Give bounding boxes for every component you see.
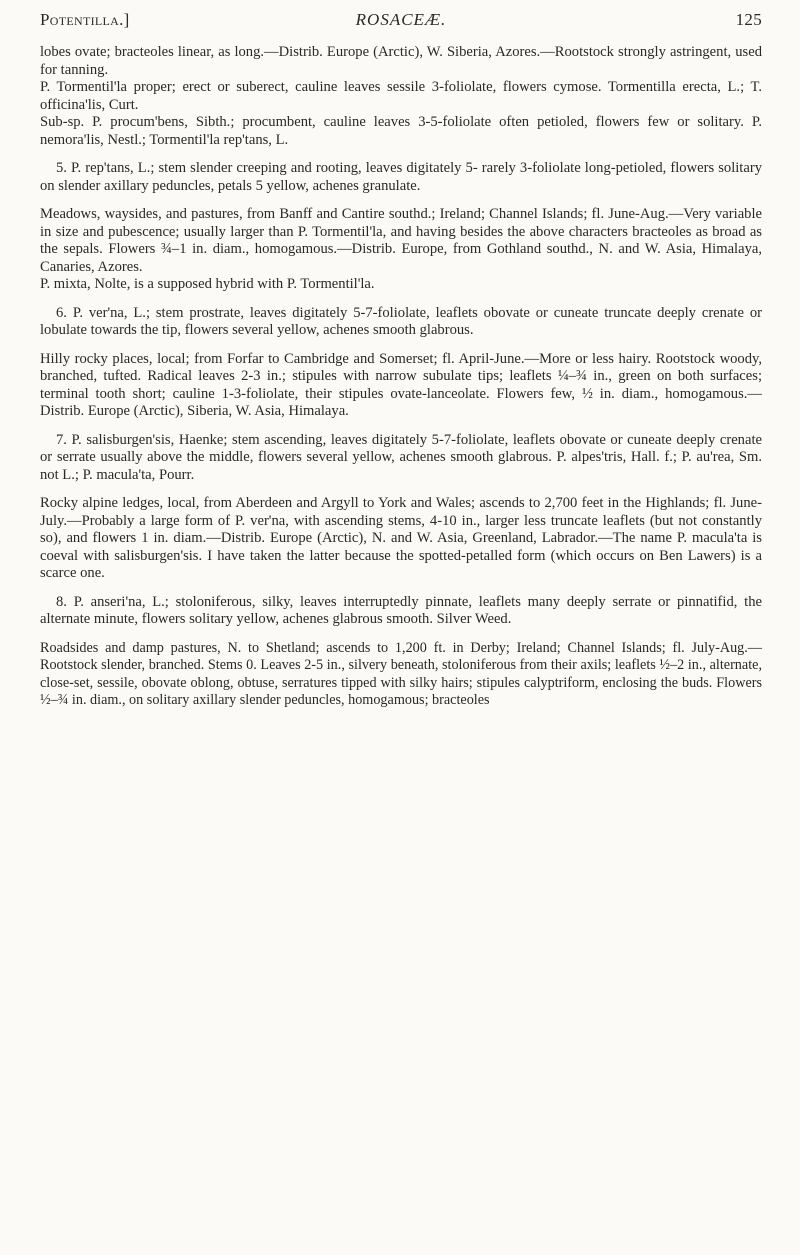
paragraph: Meadows, waysides, and pastures, from Banff and Cantire southd.; Ireland; Channel Islands; fl. June-Aug.—Very variable in size and pubescence; usually larger than P. Tormentil'la, and having besides the above characters bracteoles as broad as the sepals. Flowers ¾–1 in. diam., homogamous.—Distrib. Europe, from Gothland southd., N. and W. Asia, Himalaya, Canaries, Azores. [40, 206, 762, 275]
paragraph: P. mixta, Nolte, is a supposed hybrid with P. Tormentil'la. [40, 276, 375, 292]
paragraph: Roadsides and damp pastures, N. to Shetland; ascends to 1,200 ft. in Derby; Ireland; Channel Islands; fl. July-Aug.—Rootstock slender, branched. Stems 0. Leaves 2-5 in., silvery beneath, stoloniferous from their axils; leaflets ½–2 in., alternate, close-set, sessile, obovate oblong, obtuse, serratures tipped with silky hairs; stipules calyptriform, enclosing the buds. Flowers ½–¾ in. diam., on solitary axillary slender peduncles, homogamous; bracteoles [40, 639, 762, 708]
paragraph: 5. P. rep'tans, L.; stem slender creeping and rooting, leaves digitately 5- rarely 3-foliolate long-petioled, flowers solitary on slender axillary peduncles, petals 5 yellow, achenes granulate. [40, 160, 762, 194]
body-text [40, 44, 762, 710]
paragraph: 6. P. ver'na, L.; stem prostrate, leaves digitately 5-7-foliolate, leaflets obovate or cuneate truncate deeply crenate or lobulate towards the tip, flowers several yellow, achenes smooth glabrous. [40, 304, 762, 338]
paragraph: Rocky alpine ledges, local, from Aberdeen and Argyll to York and Wales; ascends to 2,700 feet in the Highlands; fl. June-July.—Probably a large form of P. ver'na, with ascending stems, 4-10 in., larger less truncate leaflets (but not constantly so), and flowers 1 in. diam.—Distrib. Europe (Arctic), N. and W. Asia, Greenland, Labrador.—The name P. macula'ta is coeval with salisburgen'sis. I have taken the latter because the spotted-petalled form (which occurs on Ben Lawers) is a scarce one. [40, 495, 762, 581]
family-heading: ROSACEÆ. [355, 10, 447, 29]
paragraph: lobes ovate; bracteoles linear, as long.—Distrib. Europe (Arctic), W. Siberia, Azores.—Rootstock strongly astringent, used for tanning. [40, 44, 762, 78]
paragraph: Hilly rocky places, local; from Forfar to Cambridge and Somerset; fl. April-June.—More or less hairy. Rootstock woody, branched, tufted. Radical leaves 2-3 in.; stipules with narrow subulate tips; leaflets ¼–¾ in., green on both surfaces; terminal tooth short; cauline 1-3-foliolate, their stipules ovate-lanceolate. Flowers few, ½ in. diam., homogamous.—Distrib. Europe (Arctic), Siberia, W. Asia, Himalaya. [40, 350, 762, 419]
paragraph: 7. P. salisburgen'sis, Haenke; stem ascending, leaves digitately 5-7-foliolate, leaflets obovate or cuneate deeply crenate or serrate usually above the middle, flowers several yellow, achenes smooth glabrous. P. alpes'tris, Hall. f.; P. au'rea, Sm. not L.; P. macula'ta, Pourr. [40, 431, 762, 483]
running-head [40, 10, 762, 44]
paragraph: Sub-sp. P. procum'bens, Sibth.; procumbent, cauline leaves 3-5-foliolate often petioled, flowers few or solitary. P. nemora'lis, Nestl.; Tormentil'la rep'tans, L. [40, 114, 762, 148]
paragraph: 8. P. anseri'na, L.; stoloniferous, silky, leaves interruptedly pinnate, leaflets many deeply serrate or pinnatifid, the alternate minute, flowers solitary yellow, achenes glabrous smooth. Silver Weed. [40, 593, 762, 627]
paragraph: P. Tormentil'la proper; erect or suberect, cauline leaves sessile 3-foliolate, flowers cymose. Tormentilla erecta, L.; T. officina'lis, Curt. [40, 79, 762, 113]
page-number: 125 [735, 10, 762, 29]
genus-heading: Potentilla.] [40, 10, 130, 29]
